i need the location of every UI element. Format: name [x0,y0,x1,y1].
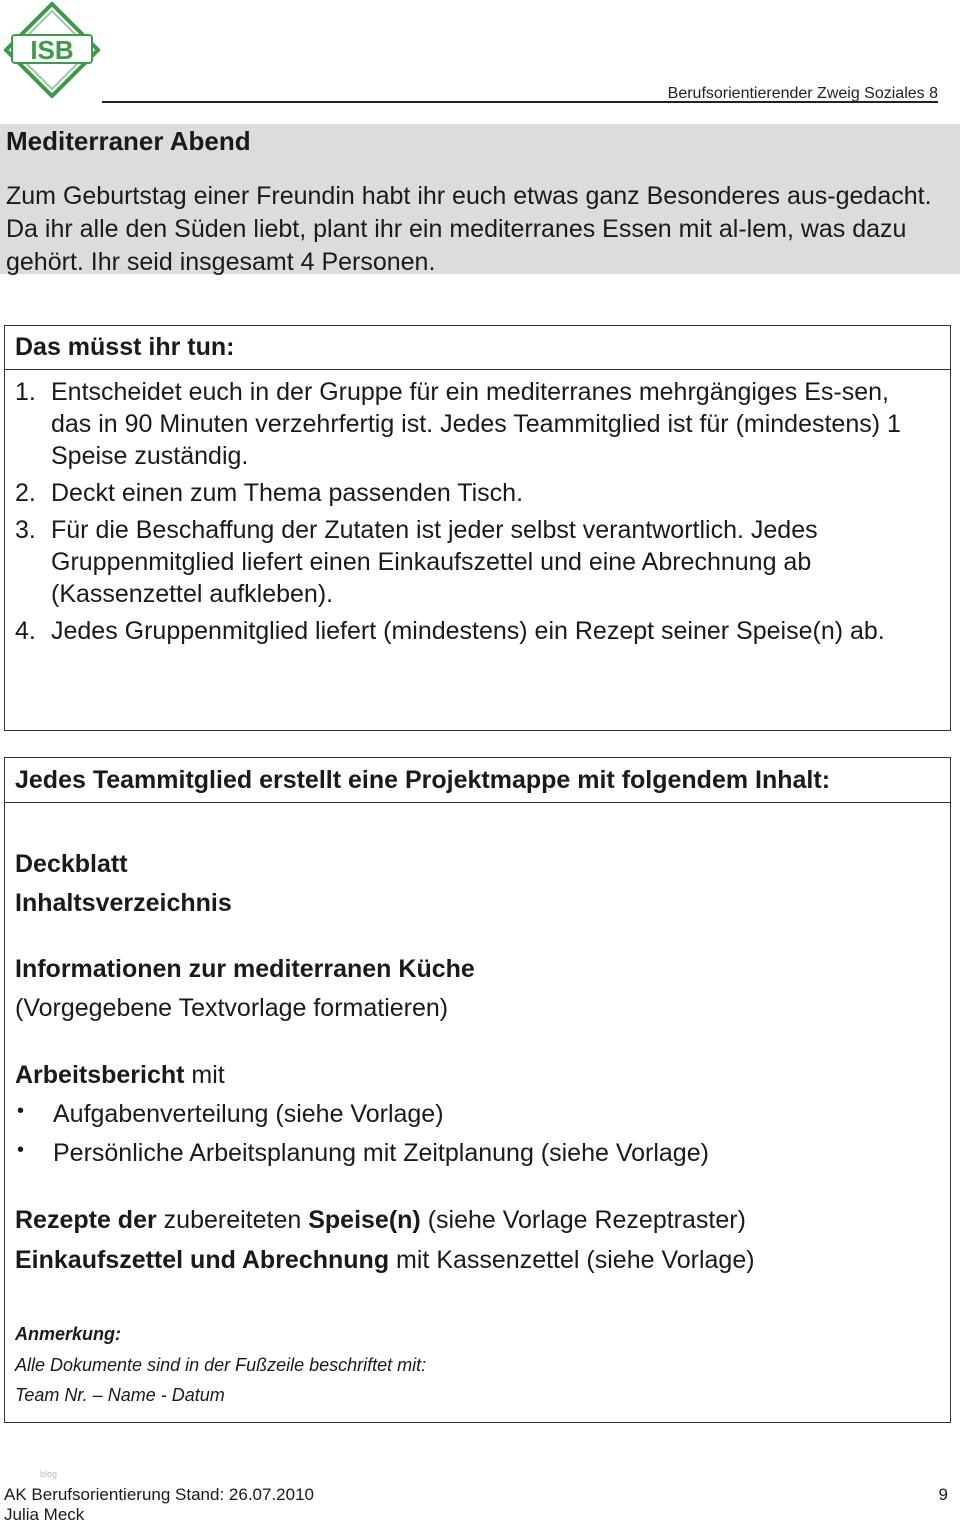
task-item [15,376,930,472]
portfolio-box [4,757,951,1423]
rezepte-line [15,1204,746,1236]
tasks-list [5,376,950,647]
bullet-text: Aufgabenverteilung (siehe Vorlage) [53,1100,444,1128]
watermark: blog [40,1469,58,1479]
rezepte-mid: zubereiteten [156,1206,309,1234]
deckblatt-label: Deckblatt [15,850,128,878]
bullet-icon: • [17,1139,25,1161]
note-line-2: Team Nr. – Name - Datum [15,1385,225,1405]
bullet-text: Persönliche Arbeitsplanung mit Zeitplanung (siehe Vorlage) [53,1139,709,1167]
einkauf-rest: mit Kassenzettel (siehe Vorlage) [389,1246,755,1274]
intro-text: Zum Geburtstag einer Freundin habt ihr euch etwas ganz Besonderes aus-gedacht. Da ihr alle den Süden liebt, plant ihr ein mediterranes Essen mit al-lem, was dazu gehört. Ihr seid insgesamt 4 Personen. [6,182,932,276]
portfolio-heading: Jedes Teammitglied erstellt eine Projektmappe mit folgendem Inhalt: [5,758,950,803]
task-text: Entscheidet euch in der Gruppe für ein mediterranes mehrgängiges Es-sen, das in 90 Minuten verzehrfertig ist. Jedes Teammitglied ist für (mindestens) 1 Speise zuständig. [51,378,901,470]
speisen-bold: Speise(n) [308,1206,421,1234]
task-number: 3. [15,516,36,544]
arbeitsbericht-bold: Arbeitsbericht [15,1061,185,1089]
page-title: Mediterraner Abend [6,126,251,156]
inhaltsverzeichnis-label: Inhaltsverzeichnis [15,889,232,917]
arbeitsbericht-line [15,1059,225,1091]
bullet-icon: • [17,1100,25,1122]
note-title: Anmerkung: [15,1324,122,1344]
task-item [15,514,930,610]
info-note: (Vorgegebene Textvorlage formatieren) [15,994,449,1022]
note-line-1: Alle Dokumente sind in der Fußzeile beschriftet mit: [15,1355,427,1375]
info-title: Informationen zur mediterranen Küche [15,955,475,983]
task-number: 2. [15,479,36,507]
task-item [15,477,930,509]
logo-text: ISB [30,35,74,65]
einkauf-bold: Einkaufszettel und Abrechnung [15,1246,390,1274]
rezepte-bold: Rezepte der [15,1206,157,1234]
header-subtitle: Berufsorientierender Zweig Soziales 8 [667,85,938,102]
page-number: 9 [938,1485,948,1504]
bullet-item [15,1139,709,1168]
isb-logo [4,2,100,98]
arbeitsbericht-rest: mit [184,1061,225,1089]
footer [4,1485,314,1525]
task-number: 1. [15,378,36,406]
tasks-box [4,325,951,731]
bullet-item [15,1100,444,1129]
task-text: Für die Beschaffung der Zutaten ist jeder selbst verantwortlich. Jedes Gruppenmitglied liefert einen Einkaufszettel und eine Abrechnung ab (Kassenzettel aufkleben). [51,516,818,608]
rezepte-rest: (siehe Vorlage Rezeptraster) [420,1206,746,1234]
footer-line-2: Julia Meck [4,1505,85,1524]
task-text: Deckt einen zum Thema passenden Tisch. [51,479,524,507]
task-item [15,615,930,647]
einkauf-line [15,1244,755,1276]
task-text: Jedes Gruppenmitglied liefert (mindestens) ein Rezept seiner Speise(n) ab. [51,617,885,645]
task-number: 4. [15,617,36,645]
tasks-heading: Das müsst ihr tun: [5,326,950,370]
header-rule [102,101,938,103]
footer-line-1: AK Berufsorientierung Stand: 26.07.2010 [4,1485,314,1504]
